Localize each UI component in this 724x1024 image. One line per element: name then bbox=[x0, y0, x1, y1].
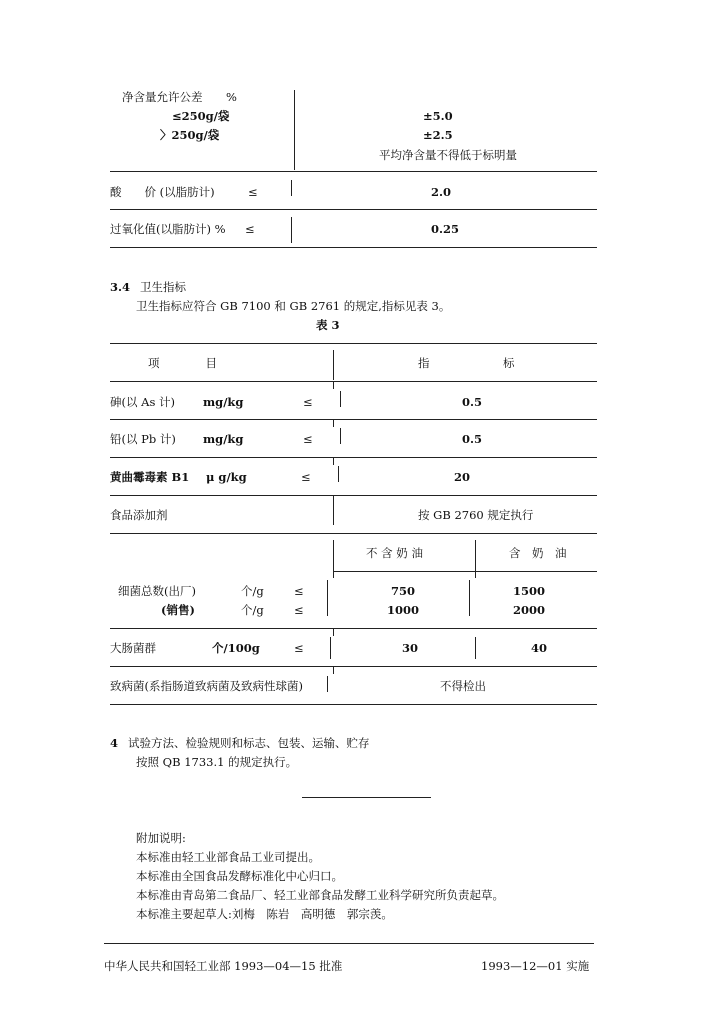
table-3-caption: 表 3 bbox=[316, 318, 340, 332]
top-table-rule-1 bbox=[110, 171, 597, 172]
footer-rule bbox=[104, 943, 594, 944]
arsenic-divider bbox=[340, 391, 341, 407]
peroxide-label: 过氧化值(以脂肪计) % bbox=[110, 222, 226, 236]
acid-op: ≤ bbox=[248, 185, 258, 199]
sub-header-divider-left bbox=[333, 540, 334, 578]
table-3-tick-2 bbox=[333, 419, 334, 427]
section-3-4-number: 3.4 bbox=[110, 280, 131, 294]
coliform-unit: 个/100g bbox=[212, 641, 260, 655]
section-3-4-body: 卫生指标应符合 GB 7100 和 GB 2761 的规定,指标见表 3。 bbox=[136, 299, 451, 313]
additive-name: 食品添加剂 bbox=[110, 508, 168, 522]
footer-implementation: 1993—12—01 实施 bbox=[481, 959, 590, 973]
aflatoxin-unit: μ g/kg bbox=[206, 470, 247, 484]
table-3-rule-5 bbox=[110, 533, 597, 534]
section-3-4-heading: 卫生指标 bbox=[140, 280, 186, 294]
pathogen-value: 不得检出 bbox=[440, 679, 486, 693]
bacteria-sale-cream: 2000 bbox=[513, 603, 546, 617]
bacteria-factory-cream: 1500 bbox=[513, 584, 546, 598]
aflatoxin-divider bbox=[338, 466, 339, 482]
tolerance-val-2: ±2.5 bbox=[423, 128, 453, 142]
tolerance-val-3: 平均净含量不得低于标明量 bbox=[379, 148, 517, 162]
table-3-rule-1 bbox=[110, 381, 597, 382]
coliform-name: 大肠菌群 bbox=[110, 641, 156, 655]
arsenic-unit: mg/kg bbox=[203, 395, 244, 409]
table-3-rule-6 bbox=[110, 628, 597, 629]
lead-unit: mg/kg bbox=[203, 432, 244, 446]
tolerance-label: 净含量允许公差 bbox=[122, 90, 203, 104]
table-3-rule-4 bbox=[110, 495, 597, 496]
sub-header-rule bbox=[333, 571, 597, 572]
acid-label: 酸 价 (以脂肪计) bbox=[110, 185, 215, 199]
bacteria-divider-mid bbox=[469, 580, 470, 616]
aflatoxin-value: 20 bbox=[454, 470, 471, 484]
top-table-rule-2 bbox=[110, 209, 597, 210]
arsenic-op: ≤ bbox=[303, 395, 313, 409]
aflatoxin-op: ≤ bbox=[301, 470, 311, 484]
bacteria-name-sale: (销售) bbox=[161, 603, 195, 617]
section-4-body: 按照 QB 1733.1 的规定执行。 bbox=[136, 755, 298, 769]
bacteria-op: ≤ bbox=[294, 584, 304, 598]
table-3-header-index-2: 标 bbox=[503, 356, 515, 370]
table-3-tick-7 bbox=[333, 666, 334, 674]
top-table-rule-3 bbox=[110, 247, 597, 248]
tolerance-cond-2: 〉250g/袋 bbox=[160, 128, 220, 142]
lead-divider bbox=[340, 428, 341, 444]
section-4-heading: 试验方法、检验规则和标志、包装、运输、贮存 bbox=[128, 736, 370, 750]
peroxide-value: 0.25 bbox=[431, 222, 460, 236]
table-3-header-item: 项 目 bbox=[148, 356, 217, 370]
tolerance-unit: % bbox=[226, 90, 237, 104]
table-3-rule-2 bbox=[110, 419, 597, 420]
bacteria-op-sale: ≤ bbox=[294, 603, 304, 617]
lead-op: ≤ bbox=[303, 432, 313, 446]
table-3-tick-3 bbox=[333, 457, 334, 465]
coliform-no-cream: 30 bbox=[402, 641, 419, 655]
bacteria-name: 细菌总数(出厂) bbox=[118, 584, 196, 598]
table-3-rule-3 bbox=[110, 457, 597, 458]
table-3-header-divider bbox=[333, 350, 334, 380]
footer-approval: 中华人民共和国轻工业部 1993—04—15 批准 bbox=[104, 959, 343, 973]
sub-col-cream: 含 奶 油 bbox=[509, 546, 567, 560]
notes-line-4: 本标准主要起草人:刘梅 陈岩 高明德 郭宗羡。 bbox=[136, 907, 393, 921]
peroxide-op: ≤ bbox=[245, 222, 255, 236]
notes-title: 附加说明: bbox=[136, 831, 186, 845]
arsenic-value: 0.5 bbox=[462, 395, 483, 409]
acid-value: 2.0 bbox=[431, 185, 452, 199]
table-3-header-index-1: 指 bbox=[418, 356, 430, 370]
section-4-number: 4 bbox=[110, 736, 119, 750]
bacteria-factory-no-cream: 750 bbox=[391, 584, 416, 598]
coliform-cream: 40 bbox=[531, 641, 548, 655]
top-table-divider-3 bbox=[291, 217, 292, 243]
lead-value: 0.5 bbox=[462, 432, 483, 446]
sub-col-no-cream: 不 含 奶 油 bbox=[366, 546, 423, 560]
table-3-rule-top bbox=[110, 343, 597, 344]
sub-header-divider-mid bbox=[475, 540, 476, 578]
arsenic-name: 砷(以 As 计) bbox=[110, 395, 175, 409]
top-table-divider-2 bbox=[291, 180, 292, 196]
tolerance-val-1: ±5.0 bbox=[423, 109, 453, 123]
table-3-rule-7 bbox=[110, 666, 597, 667]
top-table-divider-1 bbox=[294, 90, 295, 170]
additive-value: 按 GB 2760 规定执行 bbox=[418, 508, 534, 522]
coliform-divider bbox=[330, 637, 331, 659]
pathogen-divider bbox=[327, 676, 328, 692]
table-3-rule-bottom bbox=[110, 704, 597, 705]
additive-divider bbox=[333, 495, 334, 525]
end-divider bbox=[302, 797, 431, 798]
tolerance-cond-1: ≤250g/袋 bbox=[172, 109, 230, 123]
lead-name: 铅(以 Pb 计) bbox=[110, 432, 176, 446]
bacteria-unit-sale: 个/g bbox=[241, 603, 264, 617]
aflatoxin-name: 黄曲霉毒素 B1 bbox=[110, 470, 190, 484]
bacteria-divider bbox=[327, 580, 328, 616]
coliform-divider-mid bbox=[475, 637, 476, 659]
notes-line-3: 本标准由青岛第二食品厂、轻工业部食品发酵工业科学研究所负责起草。 bbox=[136, 888, 504, 902]
coliform-op: ≤ bbox=[294, 641, 304, 655]
pathogen-name: 致病菌(系指肠道致病菌及致病性球菌) bbox=[110, 679, 303, 693]
table-3-tick-6 bbox=[333, 628, 334, 636]
bacteria-sale-no-cream: 1000 bbox=[387, 603, 420, 617]
table-3-tick-1 bbox=[333, 381, 334, 389]
notes-line-1: 本标准由轻工业部食品工业司提出。 bbox=[136, 850, 320, 864]
notes-line-2: 本标准由全国食品发酵标准化中心归口。 bbox=[136, 869, 343, 883]
bacteria-unit: 个/g bbox=[241, 584, 264, 598]
